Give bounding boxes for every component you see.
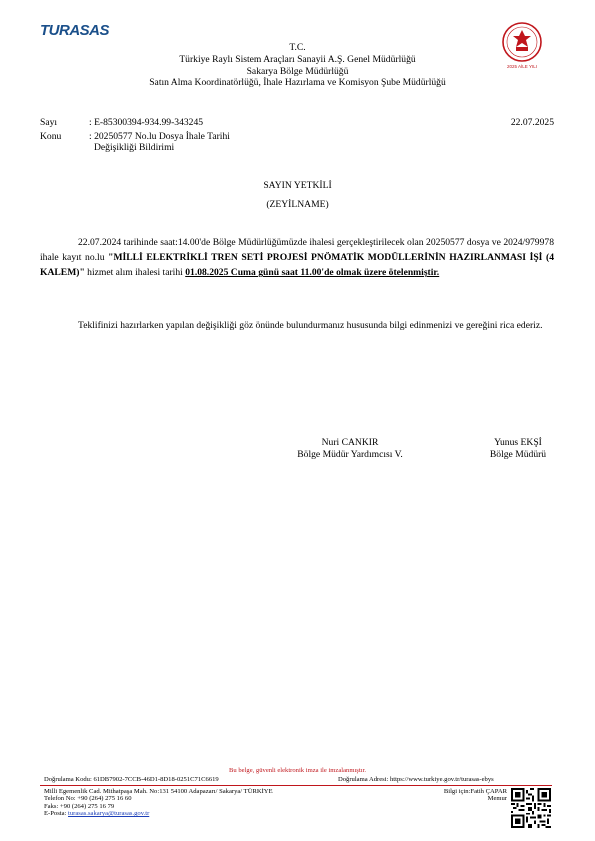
sayi-label: Sayı	[40, 117, 58, 128]
fax: Faks: +90 (264) 275 16 79	[44, 802, 115, 810]
konu-value-line2: Değişikliği Bildirimi	[94, 142, 175, 153]
body-paragraph-1	[40, 235, 554, 281]
phone: Telefon No: +90 (264) 275 16 60	[44, 795, 132, 803]
document-date: 22.07.2025	[510, 117, 554, 128]
sayi-value: : E-85300394-934.99-343245	[89, 117, 204, 128]
letterhead	[0, 42, 595, 89]
contact-person: Bilgi için:Fatih ÇAPAR	[443, 788, 507, 795]
header-line-1: T.C.	[289, 42, 306, 53]
signer-name: Yunus EKŞİ	[494, 437, 542, 448]
info-contact	[444, 788, 507, 803]
p1-new-date: 01.08.2025 Cuma günü saat 11.00'de olmak üzere ötelenmiştir.	[185, 267, 440, 279]
signer-title: Bölge Müdür Yardımcısı V.	[297, 449, 403, 460]
contact-role: Memur	[487, 795, 507, 803]
verification-code: Doğrulama Kodu: 61DB7902-7CCB-46D1-8D18-0251C71C6619	[44, 776, 219, 783]
konu-value-line1: : 20250577 No.lu Dosya İhale Tarihi	[89, 131, 230, 142]
email-link[interactable]: turasas.sakarya@turasas.gov.tr	[68, 810, 150, 818]
header-line-4: Satın Alma Koordinatörlüğü, İhale Hazırlama ve Komisyon Şube Müdürlüğü	[149, 77, 446, 89]
p1-project-title: "MİLLİ ELEKTRİKLİ TREN SETİ PROJESİ PNÖMATİK MODÜLLERİNİN HAZIRLANMASI İŞİ (4 KALEM)"	[40, 252, 555, 279]
footer-contact	[44, 788, 273, 818]
email-label: E-Posta:	[44, 810, 68, 818]
header-line-3: Sakarya Bölge Müdürlüğü	[246, 65, 349, 77]
signer-title: Bölge Müdürü	[489, 449, 547, 460]
company-logo: TURASAS	[40, 22, 110, 39]
p1-text-3: hizmet alım ihalesi tarihi	[84, 267, 186, 279]
subtitle: (ZEYİLNAME)	[266, 199, 329, 210]
salutation: SAYIN YETKİLİ	[263, 180, 332, 191]
p2-text: Teklifinizi hazırlarken yapılan değişikliği göz önünde bulundurmanız hususunda bilgi edinmenizi ve gereğini rica ederiz.	[78, 320, 543, 331]
signature-block-1	[280, 437, 420, 461]
address: Milli Egemenlik Cad. Mithatpaşa Mah. No:131 54100 Adapazarı/ Sakarya/ TÜRKİYE	[44, 788, 273, 795]
seal-caption: 2025 AİLE YILI	[507, 64, 537, 69]
konu-label: Konu	[40, 131, 62, 142]
header-line-2: Türkiye Raylı Sistem Araçları Sanayii A.Ş. Genel Müdürlüğü	[179, 53, 416, 65]
p1-text-1: 22.07.2024 tarihinde saat:14.00'de Bölge Müdürlüğümüzde ihalesi gerçekleştirilecek olan 20250577 dosya ve 2024/979978 ihale kayıt no.lu	[40, 237, 554, 264]
body-paragraph-2	[40, 318, 554, 333]
signer-name: Nuri CANKIR	[321, 437, 379, 448]
verification-address: Doğrulama Adresi: https://www.turkiye.gov.tr/turasas-ebys	[338, 776, 494, 783]
esign-note: Bu belge, güvenli elektronik imza ile imzalanmıştır.	[229, 767, 366, 774]
footer-divider	[40, 785, 552, 786]
email-line	[44, 810, 273, 817]
signature-block-2	[470, 437, 566, 461]
qr-code-icon	[511, 788, 551, 828]
